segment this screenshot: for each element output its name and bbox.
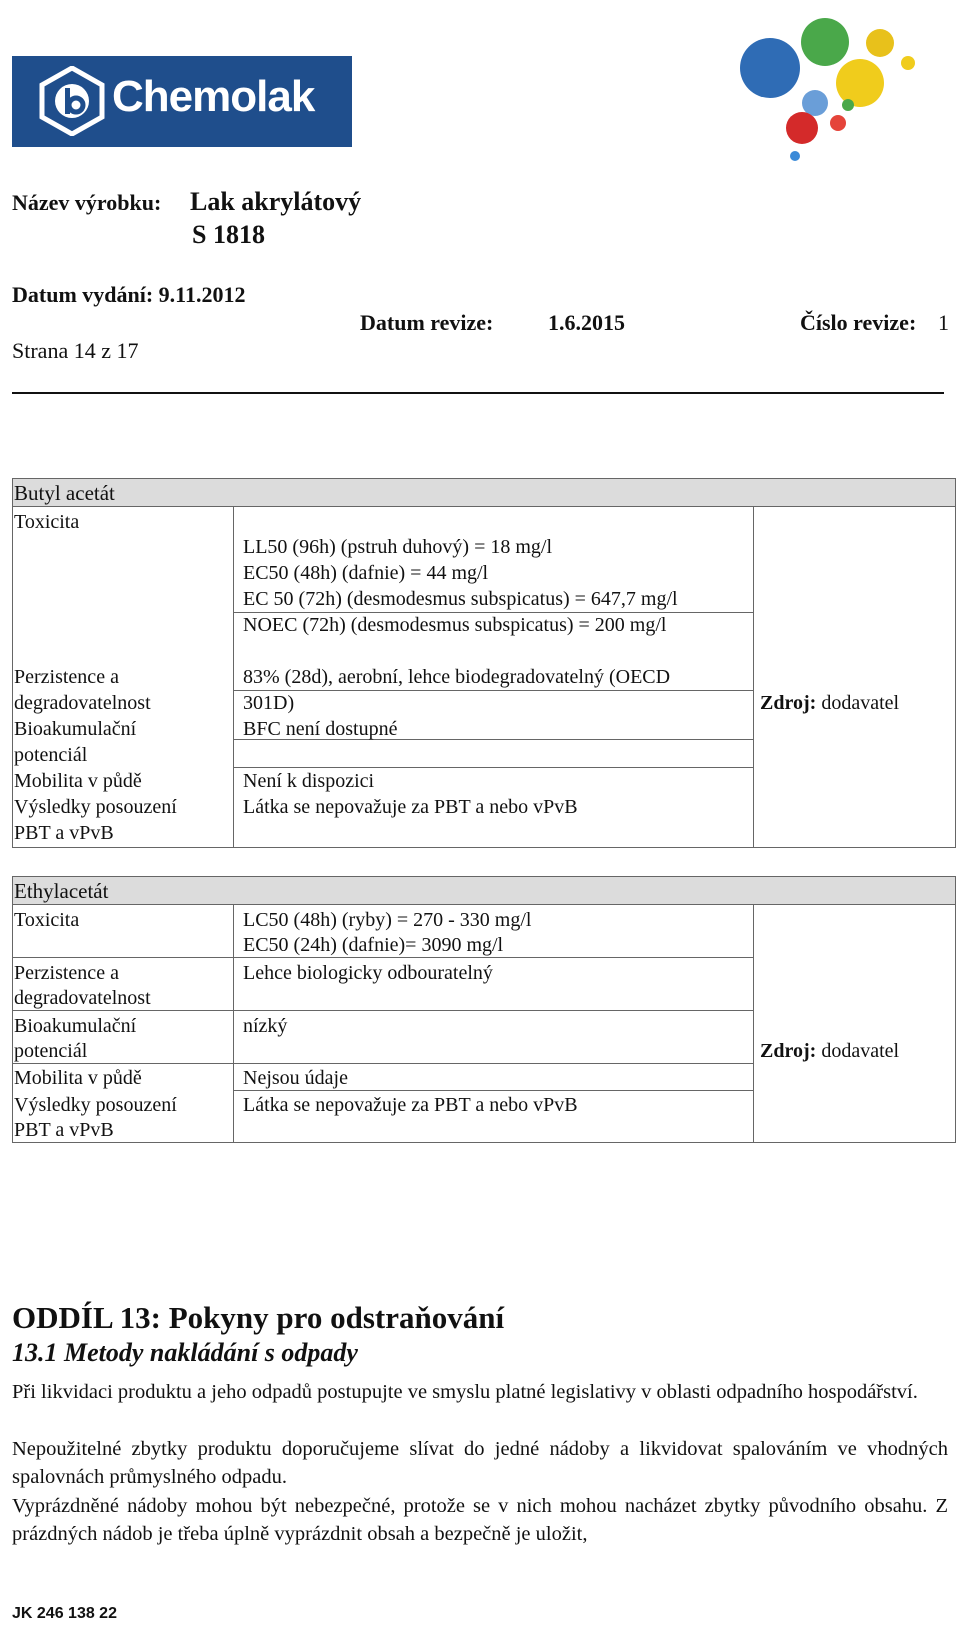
- value-pbt: Látka se nepovažuje za PBT a nebo vPvB: [243, 1094, 578, 1116]
- label-pbt: Výsledky posouzení: [14, 1094, 177, 1116]
- value-persistence: Lehce biologicky odbouratelný: [243, 962, 493, 984]
- value-mobility: Není k dispozici: [243, 770, 375, 792]
- paragraph-3: Vyprázdněné nádoby mohou být nebezpečné, protože se v nich mohou nacházet zbytky původního obsahu. Z prázdných nádob je třeba úplně vyprázdnit obsah a bezpečně je uložit,: [12, 1495, 948, 1545]
- column-divider: [233, 905, 234, 1142]
- label-persistence: Perzistence a: [14, 666, 119, 688]
- table-butyl-acetate: [12, 478, 956, 848]
- source-note: [760, 690, 899, 716]
- source-label: Zdroj:: [760, 692, 817, 714]
- header-divider: [12, 392, 944, 394]
- value-bioaccumulation: nízký: [243, 1015, 288, 1037]
- source-label: Zdroj:: [760, 1040, 817, 1062]
- value-toxicity-1: LL50 (96h) (pstruh duhový) = 18 mg/l: [243, 536, 553, 558]
- label-mobility: Mobilita v půdě: [14, 770, 142, 792]
- chemolak-hexagon-icon: [38, 66, 106, 136]
- label-bioaccumulation-2: potenciál: [14, 1040, 88, 1062]
- column-divider: [753, 507, 754, 847]
- label-bioaccumulation-2: potenciál: [14, 744, 88, 766]
- value-toxicity-2: EC50 (24h) (dafnie)= 3090 mg/l: [243, 934, 504, 956]
- column-divider: [753, 905, 754, 1142]
- row-divider: [13, 1063, 753, 1064]
- revision-number: 1: [938, 310, 949, 335]
- value-persistence-2: 301D): [243, 692, 295, 714]
- label-persistence: Perzistence a: [14, 962, 119, 984]
- label-toxicity: Toxicita: [14, 909, 80, 931]
- chemolak-logo: [12, 56, 352, 147]
- issue-date: Datum vydání: 9.11.2012: [12, 282, 246, 307]
- revision-date: 1.6.2015: [548, 310, 625, 335]
- table-title: Ethylacetát: [13, 877, 955, 905]
- product-label: Název výrobku:: [12, 190, 162, 215]
- label-persistence-2: degradovatelnost: [14, 987, 151, 1009]
- paragraph-1: Při likvidaci produktu a jeho odpadů postupujte ve smyslu platné legislativy v oblasti odpadního hospodářství.: [12, 1381, 918, 1403]
- paragraph-2: Nepoužitelné zbytky produktu doporučujeme slívat do jedné nádoby a likvidovat spalováním ve vhodných spalovnách průmyslného odpadu.: [12, 1438, 948, 1488]
- value-mobility: Nejsou údaje: [243, 1067, 348, 1089]
- label-toxicity: Toxicita: [14, 511, 80, 533]
- label-mobility: Mobilita v půdě: [14, 1067, 142, 1089]
- section-13-title: ODDÍL 13: Pokyny pro odstraňování: [12, 1300, 505, 1335]
- value-toxicity-3: EC 50 (72h) (desmodesmus subspicatus) = 647,7 mg/l: [243, 588, 678, 610]
- product-code: S 1818: [192, 220, 265, 249]
- label-pbt-2: PBT a vPvB: [14, 1119, 114, 1141]
- value-bioaccumulation: BFC není dostupné: [243, 718, 398, 740]
- label-bioaccumulation: Bioakumulační: [14, 718, 137, 740]
- value-pbt: Látka se nepovažuje za PBT a nebo vPvB: [243, 796, 578, 818]
- document-code: JK 246 138 22: [12, 1605, 117, 1622]
- source-value: dodavatel: [821, 1040, 900, 1062]
- value-toxicity-2: EC50 (48h) (dafnie) = 44 mg/l: [243, 562, 489, 584]
- column-divider: [233, 507, 234, 847]
- brand-name: Chemolak: [112, 72, 315, 121]
- product-name: Lak akrylátový: [190, 187, 362, 216]
- row-divider: [233, 690, 753, 691]
- source-note: [760, 1038, 899, 1064]
- label-pbt: Výsledky posouzení: [14, 796, 177, 818]
- label-pbt-2: PBT a vPvB: [14, 822, 114, 844]
- table-title: Butyl acetát: [13, 479, 955, 507]
- value-persistence-1: 83% (28d), aerobní, lehce biodegradovatelný (OECD: [243, 666, 671, 688]
- value-toxicity-4: NOEC (72h) (desmodesmus subspicatus) = 200 mg/l: [243, 614, 667, 636]
- revision-number-label: Číslo revize:: [800, 310, 917, 335]
- table-ethyl-acetate: [12, 876, 956, 1143]
- value-toxicity-1: LC50 (48h) (ryby) = 270 - 330 mg/l: [243, 909, 532, 931]
- source-value: dodavatel: [821, 692, 900, 714]
- revision-date-label: Datum revize:: [360, 310, 494, 335]
- color-dots-icon: [730, 8, 940, 168]
- page-number: Strana 14 z 17: [12, 338, 139, 363]
- label-bioaccumulation: Bioakumulační: [14, 1015, 137, 1037]
- label-persistence-2: degradovatelnost: [14, 692, 151, 714]
- section-13-1-subtitle: 13.1 Metody nakládání s odpady: [12, 1338, 358, 1367]
